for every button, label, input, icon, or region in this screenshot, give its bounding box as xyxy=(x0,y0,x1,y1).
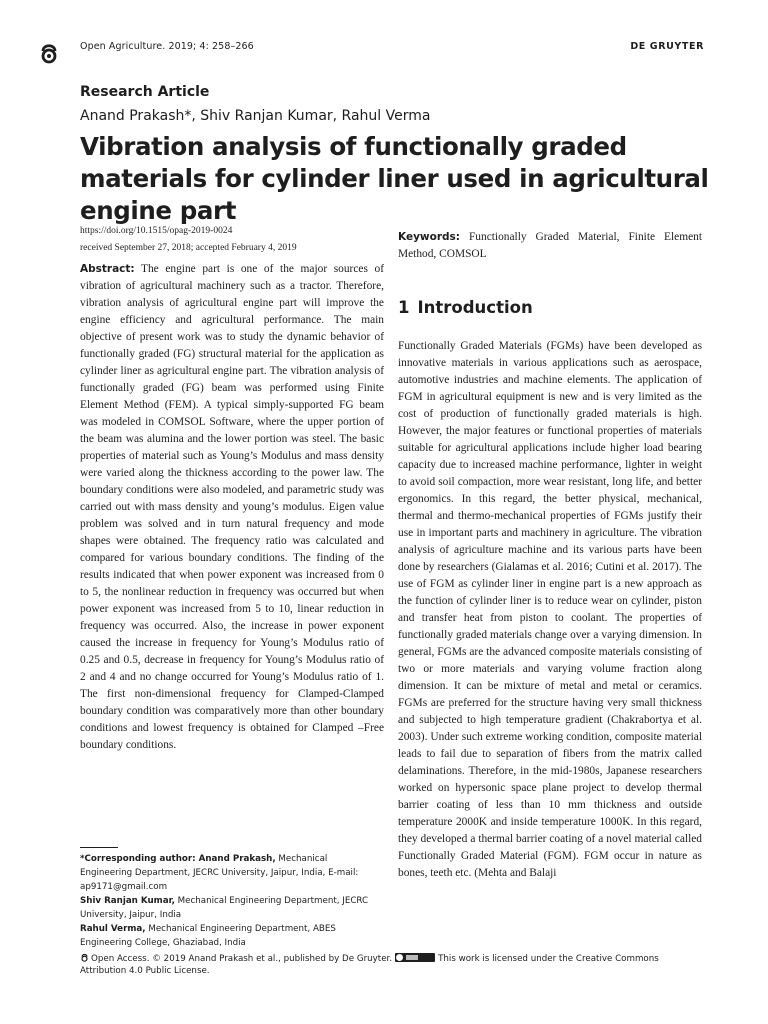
footnote-author-3: Rahul Verma, Mechanical Engineering Department, ABES Engineering College, Ghaziabad, India xyxy=(80,924,336,948)
license-text-part1: Open Access. © 2019 Anand Prakash et al., published by De Gruyter. xyxy=(91,954,393,964)
article-meta xyxy=(80,223,297,257)
received-accepted-dates: received September 27, 2018; accepted February 4, 2019 xyxy=(80,243,297,253)
cc-by-badge-icon[interactable] xyxy=(395,953,435,962)
author-footnotes xyxy=(80,852,380,950)
abstract xyxy=(80,261,384,754)
article-type: Research Article xyxy=(80,84,210,100)
publisher-name: DE GRUYTER xyxy=(630,41,704,52)
open-access-small-icon xyxy=(80,953,89,962)
abstract-text: The engine part is one of the major sources of vibration of agricultural machinery such as a tractor. Therefore, vibration analysis of agricultural engine part will improve the engine efficiency and agricultural performance. The main objective of present work was to study the dynamic behavior of functionally graded (FG) structural material for the application as cylinder liner as agricultural engine part. The vibration analysis of functionally graded (FG) beam was performed using Finite Element Method (FEM). A typical simply-supported FG beam was modeled in COMSOL Software, where the upper portion of the beam was alumina and the lower portion was steel. The basic properties of material such as Young’s Modulus and mass density were varied along the thickness according to the power law. The boundary conditions were also modeled, and parametric study was carried out with mass density and young’s modulus. Eigen value problem was solved and in turn natural frequency and mode shapes were obtained. The frequency ratio was calculated and compared for various boundary conditions. The finding of the results indicated that when power exponent was increased from 0 to 5, the nonlinear reduction in frequency was occurred but when power exponent was increased from 5 to 10, linear reduction in frequency was occurred. Also, the increase in power exponent caused the increase in frequency for Young’s Modulus ratio of 0.25 and 0.5, decrease in frequency for Young’s Modulus ratio of 2 and 4 and no change occurred for Young’s Modulus ratio of 1. The first non-dimensional frequency for Clamped-Clamped boundary condition was comparatively more than other boundary conditions and lowest frequency is obtained for Clamped –Free boundary conditions. xyxy=(80,263,384,751)
section-number: 1 xyxy=(398,298,410,317)
abstract-label: Abstract: xyxy=(80,263,135,275)
license-text-part2: This work is licensed under the Creative Commons Attribution 4.0 Public License. xyxy=(80,954,659,976)
footnote-author-2: Shiv Ranjan Kumar, Mechanical Engineering Department, JECRC University, Jaipur, India xyxy=(80,896,369,920)
keywords-label: Keywords: xyxy=(398,231,460,243)
section-title: Introduction xyxy=(417,298,533,317)
keywords-text: Functionally Graded Material, Finite Element Method, COMSOL xyxy=(398,231,702,260)
keywords xyxy=(398,229,702,263)
introduction-body: Functionally Graded Materials (FGMs) have been developed as innovative materials in various applications such as aerospace, automotive industries and machine elements. The application of FGM in agricultural equipment is new and is very limited as the cost of production of functionally graded materials is high. However, the major features or functional properties of materials suitable for agricultural applications include higher load bearing capacity due to increased machine performance, lighter in weight to avoid soil compaction, more wear resistant, long life, and better ergonomics. In this regard, the better physical, mechanical, thermal and thermo-mechanical properties of FGMs justify their use in important parts and machinery in agriculture. The vibration analysis of agriculture machine and its various parts have been done by researchers (Gialamas et al. 2016; Cutini et al. 2017). The use of FGM as cylinder liner in engine part is a new approach as the function of cylinder liner is to reduce wear on cylinder, piston and transfer heat from piston to coolant. The properties of functionally graded materials change over a varying dimension. In general, FGMs are the advanced composite materials consisting of two or more materials and varying volume fraction along dimension. It can be mixture of metal and metal or ceramics. FGMs are preferred for the structure having very small thickness and subjected to high temperature gradient (Chakrabortya et al. 2003). Under such extreme working condition, composite material leads to fail due to separation of fibers from the matrix called delaminations. Therefore, in the mid-1980s, Japanese researchers worked on hypersonic space plane project to develop thermal barrier coating of less than 10 mm thickness and outside temperature 2000K and inside temperature 1000K. In this regard, they developed a thermal barrier coating of a novel material called Functionally Graded Material (FGM). FGM occur in nature as bones, teeth etc. (Mehta and Balaji xyxy=(398,340,702,879)
doi-link[interactable]: https://doi.org/10.1515/opag-2019-0024 xyxy=(80,226,233,236)
journal-citation: Open Agriculture. 2019; 4: 258–266 xyxy=(80,41,254,52)
author-list: Anand Prakash*, Shiv Ranjan Kumar, Rahul Verma xyxy=(80,108,431,124)
license-notice xyxy=(80,953,700,977)
section-heading-introduction xyxy=(398,298,533,317)
article-title: Vibration analysis of functionally graded materials for cylinder liner used in agricultural engine part xyxy=(80,132,709,225)
open-access-icon xyxy=(38,42,60,64)
footnote-corresponding-author: *Corresponding author: Anand Prakash, Mechanical Engineering Department, JECRC University, Jaipur, India, E-mail: ap9171@gmail.com xyxy=(80,854,359,892)
footnote-divider xyxy=(80,847,118,848)
